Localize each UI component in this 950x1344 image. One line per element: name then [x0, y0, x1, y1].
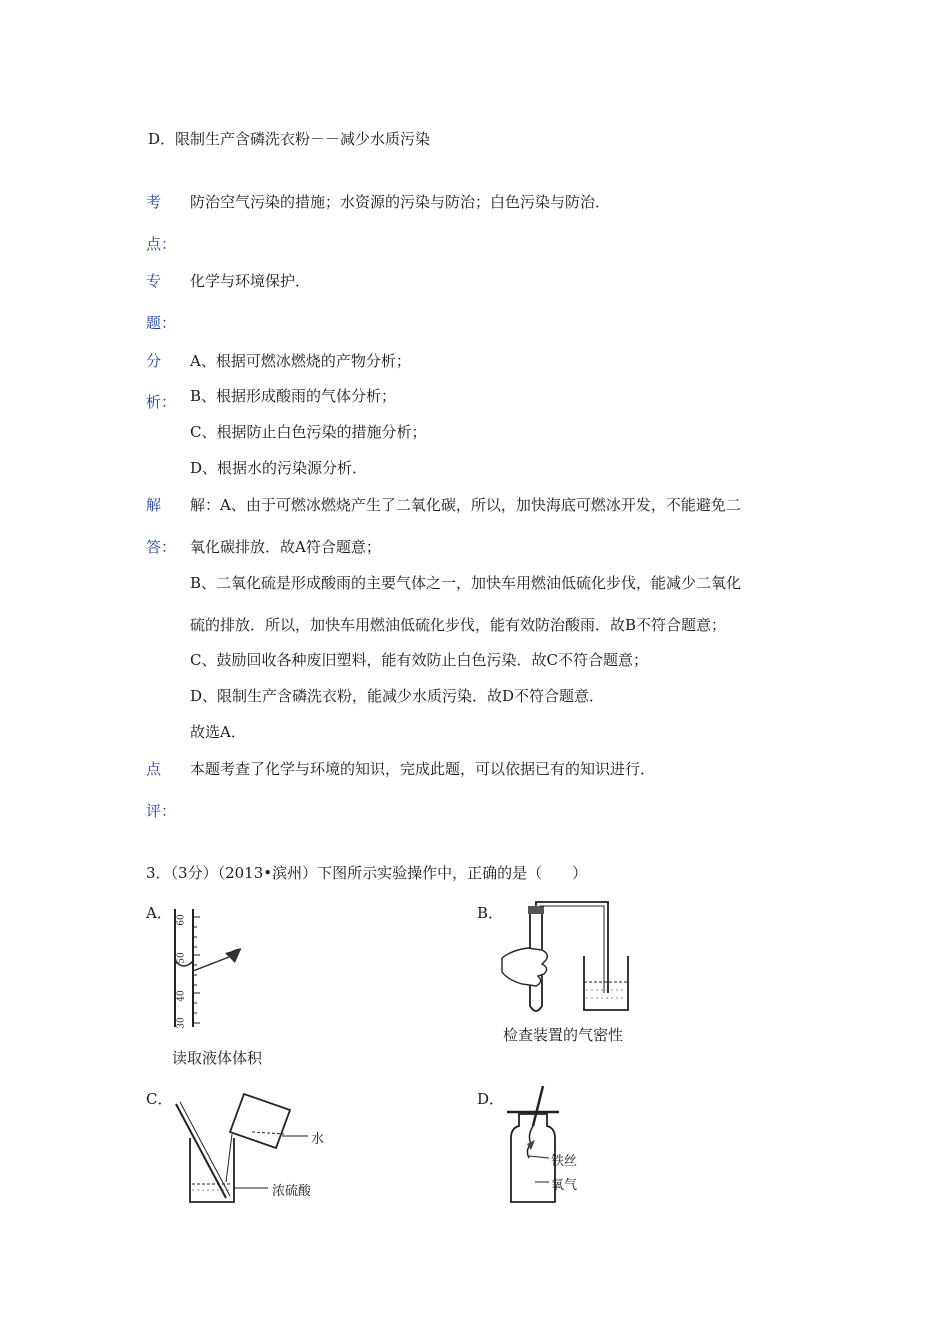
option-c-letter: C． [146, 1090, 173, 1108]
airtightness-check-figure [498, 898, 633, 1018]
jieda-line-5: C、鼓励回收各种废旧塑料，能有效防止白色污染．故C不符合题意； [190, 651, 648, 669]
jieda-line-1: 解：A、由于可燃冰燃烧产生了二氧化碳，所以，加快海底可燃冰开发，不能避免二 [190, 496, 741, 514]
tick-40: 40 [176, 990, 187, 1002]
jieda-label-1: 解 [146, 496, 162, 514]
jieda-line-2: 氧化碳排放．故A符合题意； [190, 538, 381, 556]
jieda-line-7: 故选A． [190, 723, 246, 741]
kaodian-text: 防治空气污染的措施；水资源的污染与防治；白色污染与防治． [190, 193, 611, 211]
fenxi-line-a: A、根据可燃冰燃烧的产物分析； [190, 352, 411, 370]
label-water: 水 [311, 1132, 325, 1147]
jieda-label-2: 答： [146, 538, 177, 556]
zhuanti-text: 化学与环境保护． [190, 272, 311, 290]
zhuanti-label-1: 专 [146, 272, 162, 290]
fenxi-label-1: 分 [146, 352, 162, 370]
option-b-letter: B． [477, 904, 504, 922]
label-iron-wire: 铁丝 [551, 1154, 578, 1169]
kaodian-label-2: 点： [146, 235, 177, 253]
option-d-letter: D． [477, 1090, 505, 1108]
fenxi-line-b: B、根据形成酸雨的气体分析； [190, 387, 397, 405]
option-a-letter: A． [146, 904, 172, 922]
prev-option-d: D．限制生产含磷洗衣粉－－减少水质污染 [148, 130, 431, 148]
label-conc-sulfuric-acid: 浓硫酸 [272, 1184, 312, 1199]
jieda-line-4: 硫的排放．所以，加快车用燃油低硫化步伐，能有效防治酸雨．故B不符合题意； [190, 616, 727, 634]
zhuanti-label-2: 题： [146, 314, 177, 332]
tick-30: 30 [176, 1017, 187, 1029]
option-a-caption: 读取液体体积 [172, 1049, 263, 1067]
tick-50: 50 [176, 952, 187, 964]
question-stem: 3．（3分）（2013•滨州）下图所示实验操作中，正确的是（ ） [146, 864, 588, 882]
jieda-line-6: D、限制生产含磷洗衣粉，能减少水质污染．故D不符合题意． [190, 687, 605, 705]
dianping-text: 本题考查了化学与环境的知识，完成此题，可以依据已有的知识进行． [190, 760, 656, 778]
kaodian-label-1: 考 [146, 193, 162, 211]
dianping-label-2: 评： [146, 802, 177, 820]
fenxi-line-d: D、根据水的污染源分析． [190, 459, 368, 477]
option-b-caption: 检查装置的气密性 [503, 1026, 624, 1044]
fenxi-label-2: 析： [146, 393, 177, 411]
tick-60: 60 [176, 914, 187, 926]
jieda-line-3: B、二氧化硫是形成酸雨的主要气体之一，加快车用燃油低硫化步伐，能减少二氧化 [190, 574, 742, 592]
label-oxygen: 氧气 [551, 1178, 578, 1193]
fenxi-line-c: C、根据防止白色污染的措施分析； [190, 423, 427, 441]
dianping-label-1: 点 [146, 760, 162, 778]
